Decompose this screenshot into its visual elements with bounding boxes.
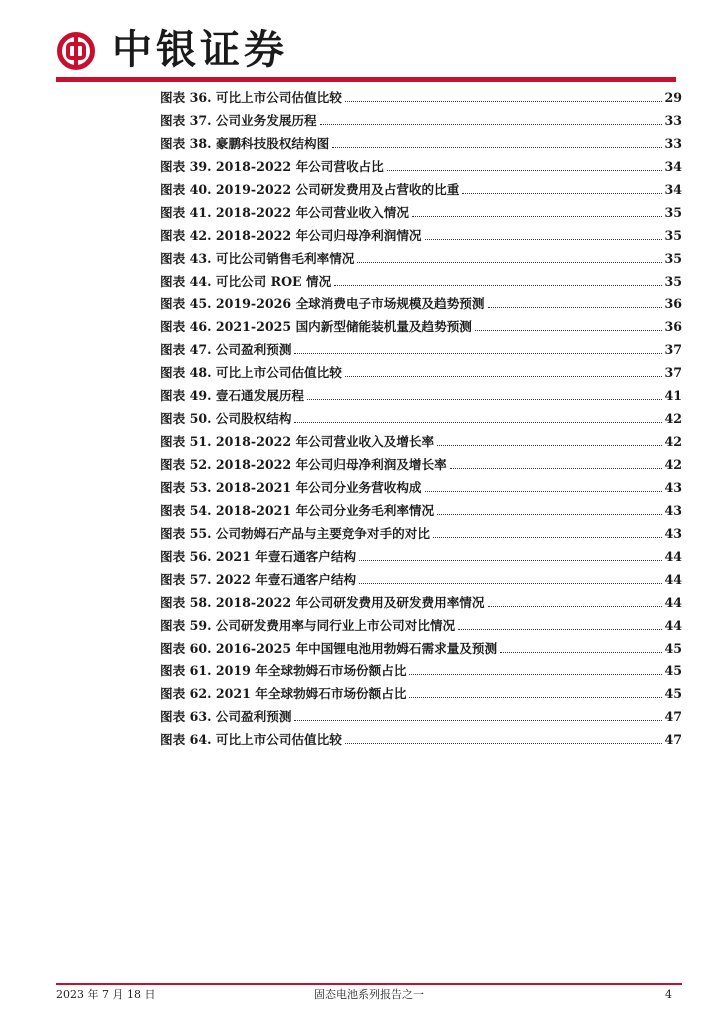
report-series-title: 固态电池系列报告之一 bbox=[314, 988, 424, 1001]
toc-entry-title: 图表 42. 2018-2022 年公司归母净利润情况 bbox=[160, 227, 422, 243]
toc-entry-page: 43 bbox=[664, 502, 682, 518]
toc-entry-title: 图表 51. 2018-2022 年公司营业收入及增长率 bbox=[160, 434, 435, 450]
toc-entry-page: 47 bbox=[664, 709, 682, 725]
dot-leader bbox=[450, 468, 663, 469]
toc-entry-title: 图表 38. 豪鹏科技股权结构图 bbox=[160, 135, 330, 151]
toc-entry-page: 34 bbox=[664, 181, 682, 197]
brand-name: 中银证券 bbox=[112, 27, 288, 73]
toc-entry-page: 35 bbox=[664, 250, 682, 266]
toc-entry-title: 图表 62. 2021 年全球勃姆石市场份额占比 bbox=[160, 686, 407, 702]
toc-entry-page: 35 bbox=[664, 204, 682, 220]
toc-entry-title: 图表 58. 2018-2022 年公司研发费用及研发费用率情况 bbox=[160, 594, 485, 610]
dot-leader bbox=[294, 720, 662, 721]
dot-leader bbox=[425, 491, 663, 492]
toc-entry-page: 41 bbox=[664, 388, 682, 404]
toc-entry-page: 44 bbox=[664, 571, 682, 587]
dot-leader bbox=[433, 537, 663, 538]
toc-entry-title: 图表 55. 公司勃姆石产品与主要竞争对手的对比 bbox=[160, 525, 430, 541]
toc-entry-page: 44 bbox=[664, 548, 682, 564]
toc-entry-title: 图表 59. 公司研发费用率与同行业上市公司对比情况 bbox=[160, 617, 456, 633]
toc-entry[interactable] bbox=[160, 477, 682, 500]
header-divider bbox=[56, 77, 676, 82]
dot-leader bbox=[320, 124, 663, 125]
toc-entry[interactable] bbox=[160, 431, 682, 454]
toc-entry[interactable] bbox=[160, 706, 682, 729]
toc-entry-title: 图表 40. 2019-2022 公司研发费用及占营收的比重 bbox=[160, 181, 460, 197]
toc-entry-page: 43 bbox=[664, 525, 682, 541]
toc-entry[interactable] bbox=[160, 133, 682, 156]
toc-entry[interactable] bbox=[160, 500, 682, 523]
toc-entry-page: 36 bbox=[664, 319, 682, 335]
dot-leader bbox=[357, 262, 662, 263]
toc-entry-title: 图表 39. 2018-2022 年公司营收占比 bbox=[160, 158, 384, 174]
toc-entry[interactable] bbox=[160, 202, 682, 225]
toc-entry[interactable] bbox=[160, 225, 682, 248]
dot-leader bbox=[334, 285, 662, 286]
toc-entry[interactable] bbox=[160, 156, 682, 179]
dot-leader bbox=[294, 353, 662, 354]
toc-entry-page: 47 bbox=[664, 732, 682, 748]
toc-entry-title: 图表 43. 可比公司销售毛利率情况 bbox=[160, 250, 355, 266]
toc-entry-page: 42 bbox=[664, 434, 682, 450]
dot-leader bbox=[359, 583, 662, 584]
toc-entry-page: 42 bbox=[664, 411, 682, 427]
toc-entry-title: 图表 54. 2018-2021 年公司分业务毛利率情况 bbox=[160, 502, 435, 518]
toc-entry-title: 图表 53. 2018-2021 年公司分业务营收构成 bbox=[160, 479, 422, 495]
dot-leader bbox=[345, 743, 663, 744]
toc-entry[interactable] bbox=[160, 454, 682, 477]
dot-leader bbox=[488, 606, 663, 607]
dot-leader bbox=[294, 422, 662, 423]
dot-leader bbox=[488, 307, 663, 308]
dot-leader bbox=[345, 101, 663, 102]
figure-index-list bbox=[160, 87, 682, 752]
toc-entry[interactable] bbox=[160, 271, 682, 294]
toc-entry-page: 42 bbox=[664, 457, 682, 472]
toc-entry-title: 图表 64. 可比上市公司估值比较 bbox=[160, 732, 342, 748]
toc-entry[interactable] bbox=[160, 592, 682, 615]
toc-entry-title: 图表 46. 2021-2025 国内新型储能装机量及趋势预测 bbox=[160, 319, 472, 335]
toc-entry-title: 图表 57. 2022 年壹石通客户结构 bbox=[160, 571, 357, 587]
dot-leader bbox=[332, 147, 662, 148]
dot-leader bbox=[425, 239, 663, 240]
toc-entry-title: 图表 47. 公司盈利预测 bbox=[160, 342, 292, 358]
toc-entry[interactable] bbox=[160, 339, 682, 362]
dot-leader bbox=[462, 193, 662, 194]
toc-entry-title: 图表 49. 壹石通发展历程 bbox=[160, 388, 305, 404]
toc-entry-title: 图表 36. 可比上市公司估值比较 bbox=[160, 90, 342, 105]
dot-leader bbox=[500, 652, 662, 653]
toc-entry-page: 35 bbox=[664, 273, 682, 289]
page-number: 4 bbox=[665, 988, 672, 1001]
dot-leader bbox=[307, 399, 662, 400]
toc-entry-page: 33 bbox=[664, 135, 682, 151]
toc-entry-page: 45 bbox=[664, 663, 682, 679]
toc-entry-title: 图表 48. 可比上市公司估值比较 bbox=[160, 365, 342, 381]
dot-leader bbox=[458, 629, 662, 630]
toc-entry[interactable] bbox=[160, 110, 682, 133]
toc-entry-page: 34 bbox=[664, 158, 682, 174]
dot-leader bbox=[387, 170, 663, 171]
toc-entry-title: 图表 60. 2016-2025 年中国锂电池用勃姆石需求量及预测 bbox=[160, 640, 498, 656]
dot-leader bbox=[345, 376, 663, 377]
toc-entry[interactable] bbox=[160, 293, 682, 316]
toc-entry[interactable] bbox=[160, 615, 682, 638]
toc-entry-title: 图表 41. 2018-2022 年公司营业收入情况 bbox=[160, 204, 409, 220]
toc-entry[interactable] bbox=[160, 316, 682, 339]
page-footer bbox=[56, 986, 682, 1004]
toc-entry-page: 44 bbox=[664, 594, 682, 610]
toc-entry-page: 44 bbox=[664, 617, 682, 633]
toc-entry-page: 33 bbox=[664, 112, 682, 128]
toc-entry-title: 图表 37. 公司业务发展历程 bbox=[160, 112, 317, 128]
toc-entry[interactable] bbox=[160, 248, 682, 271]
toc-entry[interactable] bbox=[160, 385, 682, 408]
toc-entry[interactable] bbox=[160, 179, 682, 202]
dot-leader bbox=[412, 216, 663, 217]
toc-entry-page: 37 bbox=[664, 342, 682, 358]
page-header bbox=[0, 0, 724, 90]
bank-of-china-logo bbox=[56, 31, 96, 71]
toc-entry[interactable] bbox=[160, 87, 682, 110]
toc-entry[interactable] bbox=[160, 408, 682, 431]
toc-entry[interactable] bbox=[160, 729, 682, 752]
dot-leader bbox=[409, 697, 662, 698]
dot-leader bbox=[475, 330, 663, 331]
toc-entry[interactable] bbox=[160, 523, 682, 546]
toc-entry-page: 45 bbox=[664, 686, 682, 702]
toc-entry-page: 36 bbox=[664, 296, 682, 312]
toc-entry-title: 图表 45. 2019-2026 全球消费电子市场规模及趋势预测 bbox=[160, 296, 485, 312]
toc-entry[interactable] bbox=[160, 660, 682, 683]
toc-entry-title: 图表 61. 2019 年全球勃姆石市场份额占比 bbox=[160, 663, 407, 679]
toc-entry[interactable] bbox=[160, 362, 682, 385]
dot-leader bbox=[437, 445, 662, 446]
toc-entry[interactable] bbox=[160, 638, 682, 661]
toc-entry[interactable] bbox=[160, 569, 682, 592]
toc-entry-page: 35 bbox=[664, 227, 682, 243]
toc-entry[interactable] bbox=[160, 683, 682, 706]
toc-entry-title: 图表 56. 2021 年壹石通客户结构 bbox=[160, 548, 357, 564]
dot-leader bbox=[437, 514, 662, 515]
report-date: 2023 年 7 月 18 日 bbox=[56, 988, 156, 1001]
toc-entry-page: 37 bbox=[664, 365, 682, 381]
toc-entry-title: 图表 63. 公司盈利预测 bbox=[160, 709, 292, 725]
dot-leader bbox=[409, 674, 662, 675]
toc-entry-page: 29 bbox=[664, 90, 682, 105]
toc-entry-title: 图表 50. 公司股权结构 bbox=[160, 411, 292, 427]
toc-entry-title: 图表 52. 2018-2022 年公司归母净利润及增长率 bbox=[160, 457, 447, 472]
dot-leader bbox=[359, 560, 662, 561]
toc-entry-page: 45 bbox=[664, 640, 682, 656]
toc-entry-title: 图表 44. 可比公司 ROE 情况 bbox=[160, 273, 332, 289]
toc-entry-page: 43 bbox=[664, 479, 682, 495]
toc-entry[interactable] bbox=[160, 546, 682, 569]
footer-divider bbox=[56, 983, 682, 985]
